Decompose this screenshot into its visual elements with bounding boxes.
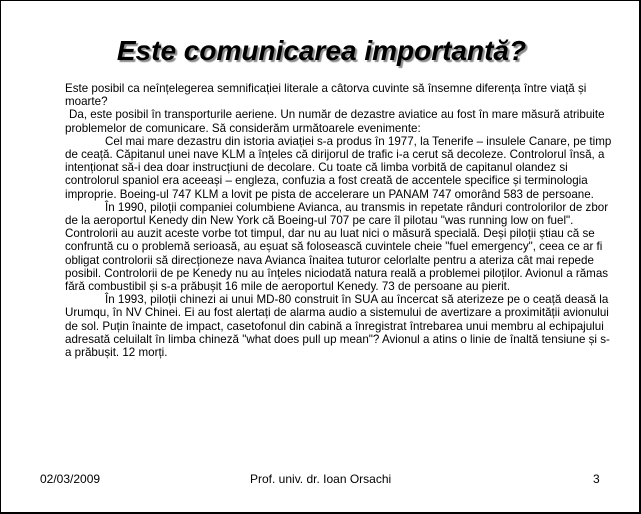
intro-paragraph: Este posibil ca neînțelegerea semnificației literale a câtorva cuvinte să însemne diferența între viață și moarte? xyxy=(65,82,587,109)
page-number: 3 xyxy=(593,472,600,486)
slide-body xyxy=(65,82,613,359)
tenerife-case-paragraph: Cel mai mare dezastru din istoria aviației s-a produs în 1977, la Tenerife – insulele Canare, pe timp de ceață. Căpitanul unei nave KLM a înțeles că dirijorul de trafic i-a cerut să decoleze. Controlorul însă, a intenționat să-i dea doar instrucțiuni de decolare. Cu toate că limba vorbită de capitanul olandez si controlorul spaniol era aceeași – engleza, confuzia a fost creată de accentele specifice și terminologia improprie. Boeing-ul 747 KLM a lovit pe pista de accelerare un PANAM 747 omorând 583 de persoane. xyxy=(65,134,612,201)
intro-answer-paragraph: Da, este posibil în transporturile aeriene. Un număr de dezastre aviatice au fost în mare măsură atribuite problemelor de comunicare. Să considerăm următoarele evenimente: xyxy=(65,108,605,135)
avianca-case-paragraph: În 1990, piloții companiei columbiene Avianca, au transmis in repetate rânduri controlorilor de zbor de la aeroportul Kenedy din New York că Boeing-ul 707 pe care îl pilotau "was running low on fuel". Controlorii au auzit aceste vorbe tot timpul, dar nu au luat nici o măsură specială. Deși piloții știau că se confruntă cu o problemă serioasă, au eșuat să folosească cuvintele cheie "fuel emergency", ceea ce ar fi obligat controlorii să direcționeze nava Avianca înaitea tuturor celorlalte pentru a ateriza cât mai repede posibil. Controlorii de pe Kenedy nu au înțeles niciodată natura reală a problemei piloților. Avionul a rămas fără combustibil și s-a prăbușit 16 mile de aeroportul Kenedy. 73 de persoane au pierit. xyxy=(65,200,609,294)
footer-author: Prof. univ. dr. Ioan Orsachi xyxy=(250,472,392,486)
urumqi-case-paragraph: În 1993, piloții chinezi ai unui MD-80 construit în SUA au încercat să aterizeze pe o ceață deasă la Urumqu, în NV Chinei. Ei au fost alertați de alarma audio a sistemului de avertizare a proximității avionului de sol. Puțin înainte de impact, casetofonul din cabină a înregistrat întrebarea unui membru al echipajului adresată celuilalt în limba chineză "what does pull up mean"? Avionul a atins o linie de înaltă tensiune și s-a prăbușit. 12 morți. xyxy=(65,293,610,360)
footer-date: 02/03/2009 xyxy=(40,472,101,486)
slide-title: Este comunicarea importantă? xyxy=(116,35,527,66)
